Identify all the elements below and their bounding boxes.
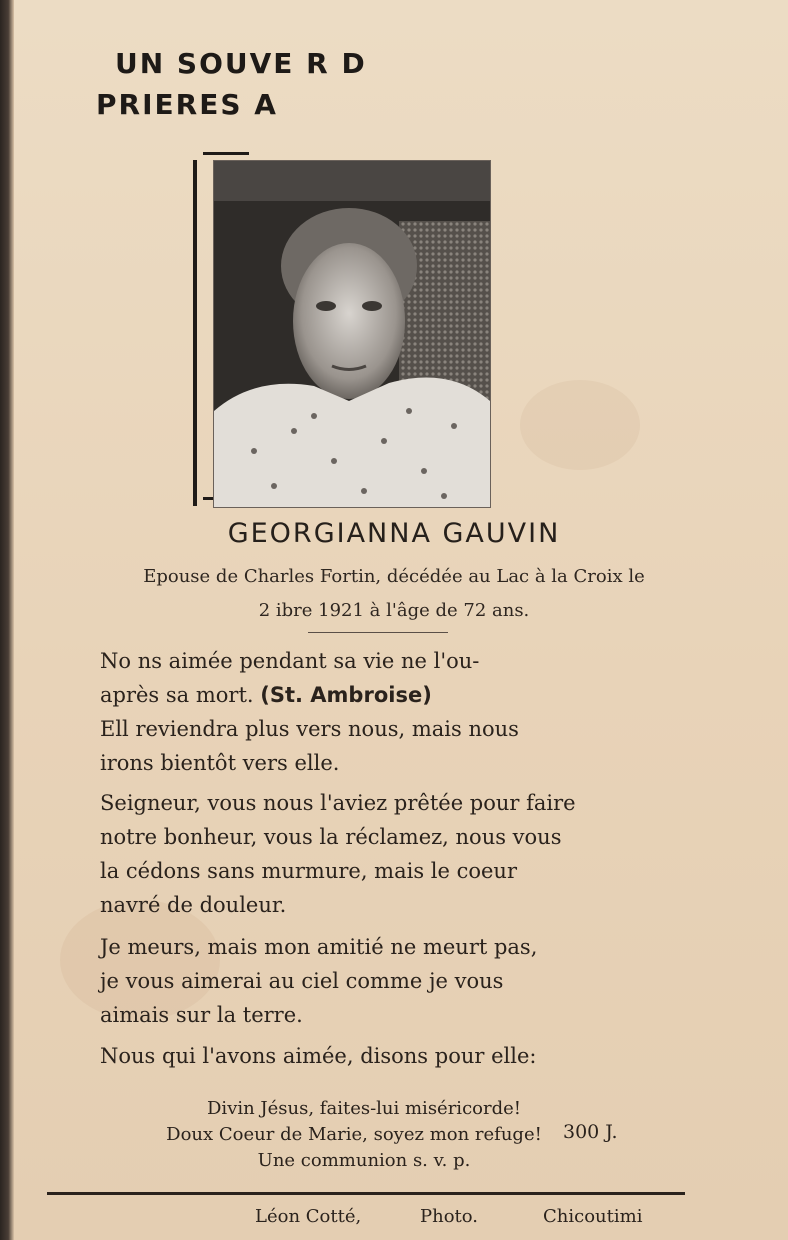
divider-rule — [308, 632, 448, 633]
prayer-line-3: Une communion s. v. p. — [257, 1150, 471, 1171]
prayer-line-1: Divin Jésus, faites-lui miséricorde! — [207, 1098, 521, 1119]
verse-line-text: après sa mort. — [100, 683, 254, 707]
verse-line: navré de douleur. — [100, 893, 287, 917]
paper-stain — [520, 380, 640, 470]
footer-rule — [47, 1192, 685, 1195]
verse-1 — [100, 644, 670, 712]
verse-line: Ell reviendra plus vers nous, mais nous — [100, 717, 519, 741]
prayer-line-2: Doux Coeur de Marie, soyez mon refuge! — [166, 1124, 542, 1145]
verse-line: Je meurs, mais mon amitié ne meurt pas, — [100, 935, 538, 959]
verse-line: No ns aimée pendant sa vie ne l'ou- — [100, 649, 480, 673]
deceased-name: GEORGIANNA GAUVIN — [227, 518, 561, 549]
photo-frame-top — [203, 152, 249, 155]
portrait-photo — [213, 160, 491, 508]
verse-attribution: (St. Ambroise) — [260, 683, 432, 707]
header-line-1: UN SOUVE R D — [115, 47, 367, 80]
verse-line: Seigneur, vous nous l'aviez prêtée pour faire — [100, 791, 576, 815]
verse-line — [100, 678, 670, 712]
portrait-photo-icon — [214, 161, 490, 507]
verse-line: je vous aimerai au ciel comme je vous — [100, 969, 504, 993]
city-name: Chicoutimi — [543, 1206, 643, 1227]
verse-4 — [100, 930, 670, 1032]
verse-5 — [100, 1039, 670, 1073]
verse-line: Nous qui l'avons aimée, disons pour elle: — [100, 1044, 537, 1068]
photo-label: Photo. — [420, 1206, 479, 1227]
deceased-date-line: 2 ibre 1921 à l'âge de 72 ans. — [258, 600, 530, 621]
verse-line: la cédons sans murmure, mais le coeur — [100, 859, 517, 883]
photo-frame-left — [193, 160, 197, 506]
deceased-spouse-line: Epouse de Charles Fortin, décédée au Lac à la Croix le — [143, 566, 645, 587]
header-line-2: PRIERES A — [96, 88, 278, 121]
verse-2 — [100, 712, 670, 780]
photographer-name: Léon Cotté, — [255, 1206, 362, 1227]
verse-line: notre bonheur, vous la réclamez, nous vous — [100, 825, 562, 849]
verse-line: irons bientôt vers elle. — [100, 751, 340, 775]
indulgence-days: 300 J. — [563, 1121, 618, 1143]
verse-line: aimais sur la terre. — [100, 1003, 303, 1027]
verse-3 — [100, 786, 670, 922]
